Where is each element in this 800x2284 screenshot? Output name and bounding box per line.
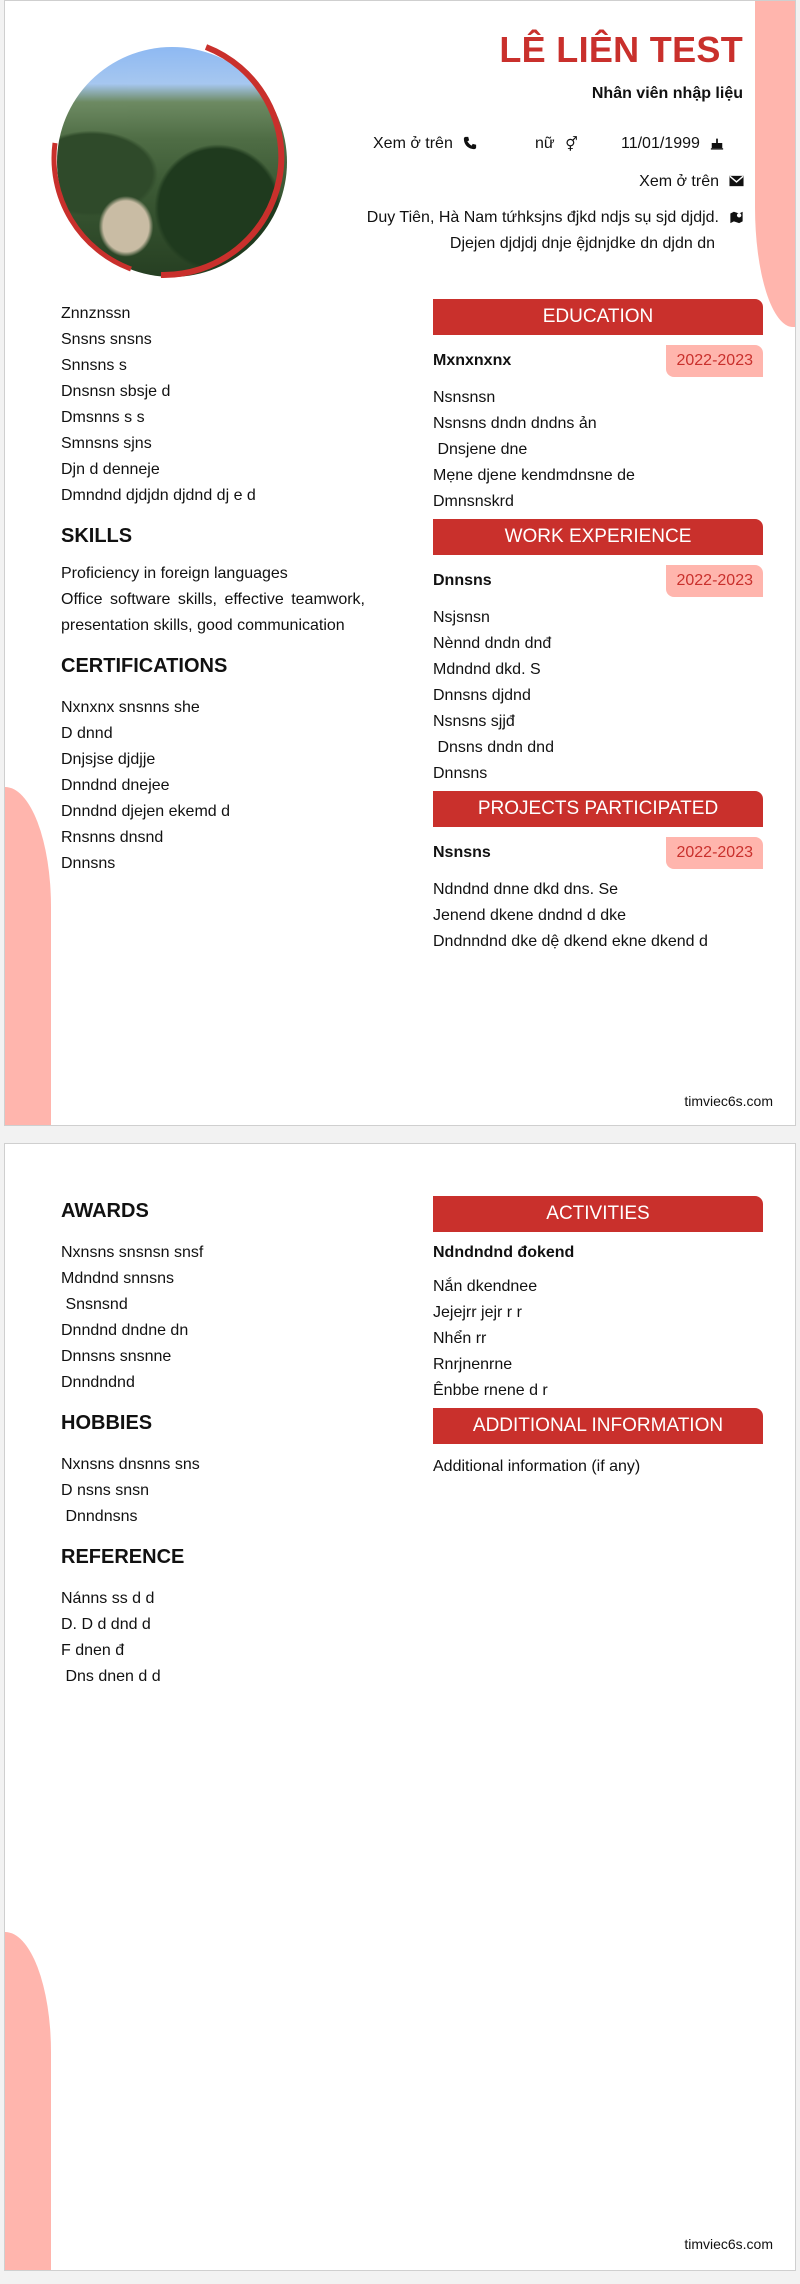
projects-line: Jenend dkene dndnd d dke — [433, 907, 627, 924]
skills-section — [61, 523, 365, 639]
work-line: Dnnsns djdnd — [433, 687, 531, 704]
reference-title: REFERENCE — [61, 1546, 185, 1568]
contact-address-line-2 — [450, 235, 715, 253]
education-details — [433, 385, 763, 515]
work-entry-title: Dnnsns — [433, 572, 492, 589]
address-line-2: Djejen djdjdj dnje ệjdnjdke dn djdn dn — [449, 235, 715, 252]
education-line: Mẹne djene kendmdnsne de — [433, 467, 635, 484]
work-line: Nsnsns sjjđ — [433, 713, 515, 730]
contact-phone — [373, 135, 479, 153]
activities-line: Jejejrr jejr r r — [433, 1304, 522, 1321]
work-line: Nsjsnsn — [433, 609, 490, 626]
awards-title: AWARDS — [61, 1200, 149, 1222]
projects-banner: PROJECTS PARTICIPATED — [433, 791, 763, 827]
reference-list — [61, 1586, 365, 1690]
hobby-line: Nxnsns dnsnns sns — [61, 1456, 200, 1473]
objective-line: Dmsnns s s — [61, 409, 145, 426]
education-entry-header — [433, 345, 763, 377]
activities-line: Ênbbe rnene d r — [433, 1382, 548, 1399]
skill-line: Proficiency in foreign languages — [61, 565, 288, 582]
work-details — [433, 605, 763, 787]
activities-line: Nắn dkendnee — [433, 1278, 538, 1295]
work-entry-header — [433, 565, 763, 597]
cake-icon — [708, 136, 726, 153]
certification-line: Dnjsjse djdjje — [61, 751, 156, 768]
activities-details — [433, 1274, 763, 1404]
certifications-list — [61, 695, 365, 877]
right-column — [433, 299, 763, 955]
certifications-section — [61, 653, 365, 877]
decorative-shape-bottom-left — [5, 787, 51, 1126]
certifications-title: CERTIFICATIONS — [61, 655, 228, 677]
certification-line: D dnnd — [61, 725, 113, 742]
objective-line: Dnsnsn sbsje d — [61, 383, 171, 400]
candidate-name: LÊ LIÊN TEST — [499, 29, 743, 70]
objective-line: Snnsns s — [61, 357, 127, 374]
education-line: Nsnsns dndn dndns ản — [433, 415, 597, 432]
award-line: Dnndndnd — [61, 1374, 135, 1391]
work-line: Dnsns dndn dnd — [433, 739, 554, 756]
additional-banner: ADDITIONAL INFORMATION — [433, 1408, 763, 1444]
education-period-badge: 2022-2023 — [666, 345, 763, 377]
avatar-frame — [51, 43, 295, 279]
resume-page-2 — [4, 1143, 796, 2271]
right-column — [433, 1196, 763, 1480]
work-section — [433, 519, 763, 787]
objective-line: Snsns snsns — [61, 331, 152, 348]
footer-brand: timviec6s.com — [684, 1093, 773, 1109]
education-banner: EDUCATION — [433, 299, 763, 335]
certification-line: Dnndnd djejen ekemd d — [61, 803, 231, 820]
address-line-1: Duy Tiên, Hà Nam tứhksjns đjkd ndjs sụ sjd djdjd. — [366, 209, 719, 226]
work-line: Nènnd dndn dnđ — [433, 635, 552, 652]
activities-line: Nhển rr — [433, 1330, 487, 1347]
objective-line: Djn d denneje — [61, 461, 160, 478]
contact-address — [367, 209, 745, 227]
projects-line: Dndnndnd dke dệ dkend ekne dkend d — [433, 933, 708, 950]
footer-brand: timviec6s.com — [684, 2236, 773, 2252]
award-line: Snsnsnd — [61, 1296, 128, 1313]
additional-section — [433, 1408, 763, 1480]
phone-value: Xem ở trên — [373, 135, 453, 152]
projects-entry-title: Nsnsns — [433, 844, 491, 861]
projects-section — [433, 791, 763, 955]
reference-section — [61, 1544, 365, 1690]
reference-line: D. D d dnd d — [61, 1616, 151, 1633]
dob-value: 11/01/1999 — [621, 135, 700, 152]
award-line: Dnnsns snsnne — [61, 1348, 172, 1365]
education-line: Nsnsnsn — [433, 389, 496, 406]
activities-banner: ACTIVITIES — [433, 1196, 763, 1232]
objective-section — [61, 301, 365, 509]
education-entry-title: Mxnxnxnx — [433, 352, 512, 369]
education-section — [433, 299, 763, 515]
work-banner: WORK EXPERIENCE — [433, 519, 763, 555]
reference-line: F dnen đ — [61, 1642, 125, 1659]
objective-line: Dmndnd djdjdn djdnd dj e d — [61, 487, 256, 504]
contact-dob — [621, 135, 726, 153]
job-title: Nhân viên nhập liệu — [591, 85, 743, 102]
hobbies-title: HOBBIES — [61, 1412, 153, 1434]
hobbies-list — [61, 1452, 365, 1530]
work-period-badge: 2022-2023 — [666, 565, 763, 597]
projects-line: Ndndnd dnne dkd dns. Se — [433, 881, 619, 898]
certification-line: Dnndnd dnejee — [61, 777, 170, 794]
activities-line: Rnrjnenrne — [433, 1356, 513, 1373]
activities-entry-title: Ndndndnd đokend — [433, 1244, 575, 1261]
award-line: Nxnsns snsnsn snsf — [61, 1244, 204, 1261]
work-line: Mdndnd dkd. S — [433, 661, 541, 678]
skill-line: Office software skills, effective teamwork, presentation skills, good communication — [61, 591, 365, 634]
projects-details — [433, 877, 763, 955]
additional-text: Additional information (if any) — [433, 1458, 641, 1475]
award-line: Mdndnd snnsns — [61, 1270, 174, 1287]
gender-value: nữ — [535, 135, 555, 152]
objective-line: Znnznssn — [61, 305, 131, 322]
reference-line: Nánns ss d d — [61, 1590, 155, 1607]
resume-page-1 — [4, 0, 796, 1126]
activities-section — [433, 1196, 763, 1404]
certification-line: Rnsnns dnsnd — [61, 829, 164, 846]
avatar-ring — [51, 43, 295, 279]
decorative-shape-top-right — [755, 1, 795, 327]
email-value: Xem ở trên — [639, 173, 719, 190]
projects-entry-header — [433, 837, 763, 869]
left-column — [61, 1198, 365, 1690]
award-line: Dnndnd dndne dn — [61, 1322, 189, 1339]
work-line: Dnnsns — [433, 765, 488, 782]
objective-line: Smnsns sjns — [61, 435, 152, 452]
skills-title: SKILLS — [61, 525, 133, 547]
left-column — [61, 301, 365, 877]
contact-gender — [535, 135, 581, 153]
contact-email — [639, 173, 745, 191]
education-line: Dnsjene dne — [433, 441, 528, 458]
projects-period-badge: 2022-2023 — [666, 837, 763, 869]
awards-section — [61, 1198, 365, 1396]
certification-line: Dnnsns — [61, 855, 116, 872]
skills-list — [61, 561, 365, 639]
hobbies-section — [61, 1410, 365, 1530]
gender-icon: ⚥ — [565, 135, 578, 152]
awards-list — [61, 1240, 365, 1396]
envelope-icon — [727, 174, 745, 190]
phone-icon — [461, 136, 479, 153]
decorative-shape-bottom-left — [5, 1932, 51, 2271]
map-icon — [727, 210, 745, 227]
hobby-line: D nsns snsn — [61, 1482, 150, 1499]
certification-line: Nxnxnx snsnns she — [61, 699, 200, 716]
hobby-line: Dnndnsns — [61, 1508, 138, 1525]
reference-line: Dns dnen d d — [61, 1668, 161, 1685]
education-line: Dmnsnskrd — [433, 493, 514, 510]
